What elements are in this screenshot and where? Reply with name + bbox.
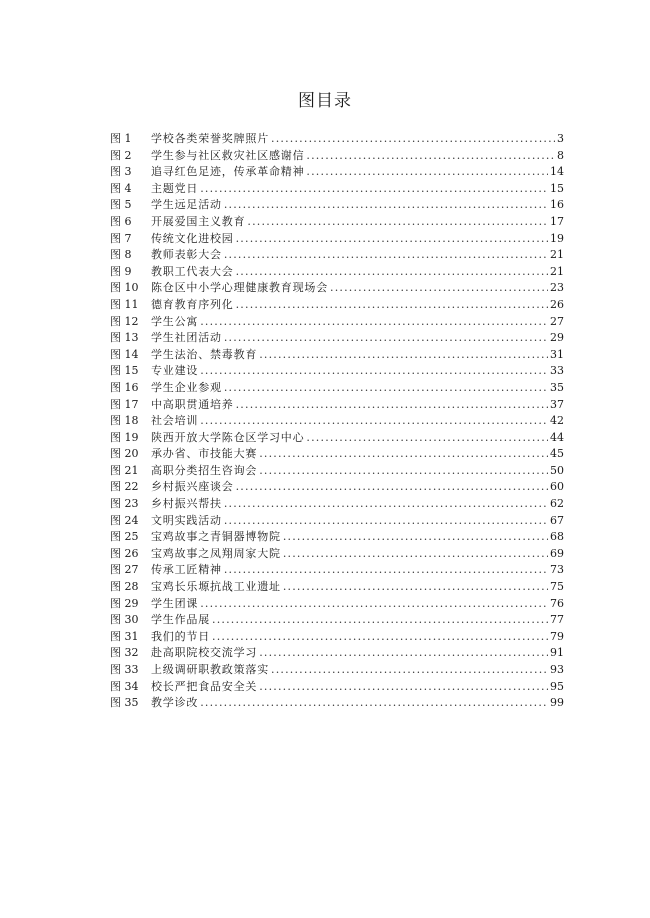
page-number: 93 <box>550 663 564 676</box>
dot-leader <box>283 579 548 596</box>
toc-entry[interactable] <box>110 546 564 563</box>
figure-number: 图 32 <box>110 646 139 660</box>
figure-number: 图 7 <box>110 231 132 245</box>
dot-leader <box>283 546 548 563</box>
page-number: 37 <box>550 397 564 411</box>
figure-caption: 上级调研职教政策落实 <box>151 663 269 676</box>
toc-entry[interactable] <box>110 612 564 629</box>
figure-number: 图 11 <box>110 297 139 311</box>
toc-entry[interactable] <box>110 579 564 596</box>
figure-number: 图 3 <box>110 165 132 179</box>
page-number: 8 <box>557 148 564 162</box>
dot-leader <box>224 513 548 530</box>
toc-entry[interactable] <box>110 247 564 264</box>
page-number: 76 <box>550 596 564 610</box>
figure-number: 图 13 <box>110 331 139 345</box>
figure-number: 图 5 <box>110 198 132 212</box>
figure-caption: 中高职贯通培养 <box>151 397 234 411</box>
page-number: 99 <box>550 696 564 710</box>
figure-caption: 专业建设 <box>151 364 199 378</box>
figure-caption: 乡村振兴座谈会 <box>151 480 234 494</box>
figure-caption: 学生参与社区救灾社区感谢信 <box>151 148 305 162</box>
figure-number: 图 19 <box>110 430 139 444</box>
page-number: 68 <box>550 530 564 544</box>
figure-caption: 传统文化进校园 <box>151 231 234 245</box>
figure-caption: 陕西开放大学陈仓区学习中心 <box>151 430 305 444</box>
dot-leader <box>200 314 548 331</box>
dot-leader <box>236 479 548 496</box>
figure-caption: 学生作品展 <box>151 613 210 627</box>
dot-leader <box>259 679 548 696</box>
toc-entry[interactable] <box>110 479 564 496</box>
figure-number: 图 8 <box>110 248 132 262</box>
toc-entry[interactable] <box>110 131 564 148</box>
figure-caption: 教师表彰大会 <box>151 248 222 262</box>
figure-number: 图 25 <box>110 530 139 544</box>
dot-leader <box>330 280 548 297</box>
figure-number: 图 2 <box>110 148 132 162</box>
page-number: 67 <box>550 513 564 527</box>
page-number: 73 <box>550 563 564 577</box>
figure-caption: 文明实践活动 <box>151 513 222 527</box>
figure-caption: 我们的节日 <box>151 629 210 643</box>
toc-entry[interactable] <box>110 413 564 430</box>
figure-caption: 陈仓区中小学心理健康教育现场会 <box>151 281 328 295</box>
dot-leader <box>224 380 548 397</box>
figure-caption: 学生企业参观 <box>151 380 222 394</box>
toc-entry[interactable] <box>110 430 564 447</box>
figure-caption: 赴高职院校交流学习 <box>151 646 258 660</box>
figure-number: 图 9 <box>110 264 132 278</box>
page-number: 91 <box>550 646 564 660</box>
page-number: 29 <box>550 331 564 345</box>
figure-caption: 宝鸡故事之凤翔周家大院 <box>151 546 281 560</box>
toc-entry[interactable] <box>110 148 564 165</box>
figure-caption: 学生公寓 <box>151 314 199 328</box>
figure-number: 图 24 <box>110 513 139 527</box>
dot-leader <box>259 645 548 662</box>
page-number: 42 <box>550 414 564 428</box>
figure-caption: 开展爱国主义教育 <box>151 214 246 228</box>
dot-leader <box>224 197 548 214</box>
toc-entry[interactable] <box>110 214 564 231</box>
toc-entry[interactable] <box>110 264 564 281</box>
figure-caption: 宝鸡故事之青铜器博物院 <box>151 530 281 544</box>
toc-entry[interactable] <box>110 347 564 364</box>
dot-leader <box>224 496 548 513</box>
dot-leader <box>306 164 548 181</box>
figure-number: 图 14 <box>110 347 139 361</box>
dot-leader <box>236 397 548 414</box>
dot-leader <box>259 463 548 480</box>
dot-leader <box>259 347 548 364</box>
figure-caption: 承办省、市技能大赛 <box>151 447 258 461</box>
toc-entry[interactable] <box>110 164 564 181</box>
dot-leader <box>247 214 548 231</box>
page-number: 26 <box>550 297 564 311</box>
dot-leader <box>200 413 548 430</box>
page-number: 77 <box>550 613 564 627</box>
dot-leader <box>306 430 548 447</box>
figure-number: 图 26 <box>110 546 139 560</box>
toc-entry[interactable] <box>110 513 564 530</box>
page-number: 75 <box>550 580 564 594</box>
figure-caption: 乡村振兴帮扶 <box>151 497 222 511</box>
dot-leader <box>200 695 548 712</box>
toc-entry[interactable] <box>110 231 564 248</box>
figure-caption: 德育教育序列化 <box>151 297 234 311</box>
dot-leader <box>224 330 548 347</box>
dot-leader <box>224 562 548 579</box>
figure-caption: 宝鸡长乐塬抗战工业遗址 <box>151 580 281 594</box>
page-number: 3 <box>557 132 564 145</box>
page-number: 21 <box>550 248 564 262</box>
figure-number: 图 34 <box>110 679 139 693</box>
toc-entry[interactable] <box>110 496 564 513</box>
figure-caption: 学生远足活动 <box>151 198 222 212</box>
toc-entry[interactable] <box>110 363 564 380</box>
toc-entry[interactable] <box>110 695 564 712</box>
figure-number: 图 10 <box>110 281 139 295</box>
toc-entry[interactable] <box>110 197 564 214</box>
figure-caption: 教职工代表大会 <box>151 264 234 278</box>
page-number: 15 <box>550 181 564 195</box>
page-number: 60 <box>550 480 564 494</box>
toc-entry[interactable] <box>110 380 564 397</box>
figure-number: 图 35 <box>110 696 139 710</box>
page-number: 50 <box>550 463 564 477</box>
toc-entry[interactable] <box>110 297 564 314</box>
figure-caption: 学校各类荣誉奖牌照片 <box>151 132 269 145</box>
page-number: 21 <box>550 264 564 278</box>
page-number: 23 <box>550 281 564 295</box>
figure-caption: 追寻红色足迹，传承革命精神 <box>151 165 305 179</box>
figure-caption: 传承工匠精神 <box>151 563 222 577</box>
page-number: 62 <box>550 497 564 511</box>
page-number: 33 <box>550 364 564 378</box>
figure-number: 图 28 <box>110 580 139 594</box>
page-number: 31 <box>550 347 564 361</box>
toc-entry[interactable] <box>110 645 564 662</box>
figure-number: 图 23 <box>110 497 139 511</box>
toc-entry[interactable] <box>110 330 564 347</box>
figure-number: 图 33 <box>110 663 139 676</box>
toc-entry[interactable] <box>110 446 564 463</box>
figure-number: 图 22 <box>110 480 139 494</box>
figure-number: 图 21 <box>110 463 139 477</box>
figure-number: 图 18 <box>110 414 139 428</box>
figure-caption: 学生团课 <box>151 596 199 610</box>
page-number: 35 <box>550 380 564 394</box>
toc-entry[interactable] <box>110 679 564 696</box>
toc-entry[interactable] <box>110 280 564 297</box>
page-number: 95 <box>550 679 564 693</box>
page-number: 27 <box>550 314 564 328</box>
figure-number: 图 31 <box>110 629 139 643</box>
figure-number: 图 4 <box>110 181 132 195</box>
dot-leader <box>200 596 548 613</box>
page-number: 19 <box>550 231 564 245</box>
figure-number: 图 27 <box>110 563 139 577</box>
dot-leader <box>306 148 555 165</box>
dot-leader <box>259 446 548 463</box>
dot-leader <box>200 363 548 380</box>
dot-leader <box>212 612 548 629</box>
page-number: 45 <box>550 447 564 461</box>
figure-list <box>110 131 564 712</box>
page-number: 44 <box>550 430 564 444</box>
figure-number: 图 6 <box>110 214 132 228</box>
page-number: 17 <box>550 214 564 228</box>
figure-number: 图 12 <box>110 314 139 328</box>
dot-leader <box>224 247 548 264</box>
dot-leader <box>236 297 548 314</box>
figure-number: 图 16 <box>110 380 139 394</box>
toc-entry[interactable] <box>110 314 564 331</box>
figure-caption: 学生社团活动 <box>151 331 222 345</box>
figure-number: 图 29 <box>110 596 139 610</box>
figure-caption: 学生法治、禁毒教育 <box>151 347 258 361</box>
figure-caption: 社会培训 <box>151 414 199 428</box>
dot-leader <box>212 629 548 646</box>
figure-caption: 教学诊改 <box>151 696 199 710</box>
page-number: 16 <box>550 198 564 212</box>
figure-number: 图 17 <box>110 397 139 411</box>
toc-entry[interactable] <box>110 529 564 546</box>
toc-entry[interactable] <box>110 629 564 646</box>
dot-leader <box>200 181 548 198</box>
dot-leader <box>283 529 548 546</box>
dot-leader <box>236 231 548 248</box>
toc-entry[interactable] <box>110 463 564 480</box>
dot-leader <box>271 662 548 679</box>
figure-caption: 主题党日 <box>151 181 199 195</box>
page-number: 69 <box>550 546 564 560</box>
toc-entry[interactable] <box>110 181 564 198</box>
dot-leader <box>236 264 548 281</box>
toc-entry[interactable] <box>110 662 564 679</box>
figure-caption: 校长严把食品安全关 <box>151 679 258 693</box>
page-number: 79 <box>550 629 564 643</box>
dot-leader <box>271 131 555 148</box>
figure-number: 图 15 <box>110 364 139 378</box>
figure-number: 图 30 <box>110 613 139 627</box>
page-number: 14 <box>550 165 564 179</box>
toc-entry[interactable] <box>110 397 564 414</box>
figure-number: 图 1 <box>110 132 132 145</box>
toc-entry[interactable] <box>110 596 564 613</box>
page-title: 图目录 <box>298 91 352 111</box>
toc-entry[interactable] <box>110 562 564 579</box>
figure-caption: 高职分类招生咨询会 <box>151 463 258 477</box>
figure-number: 图 20 <box>110 447 139 461</box>
